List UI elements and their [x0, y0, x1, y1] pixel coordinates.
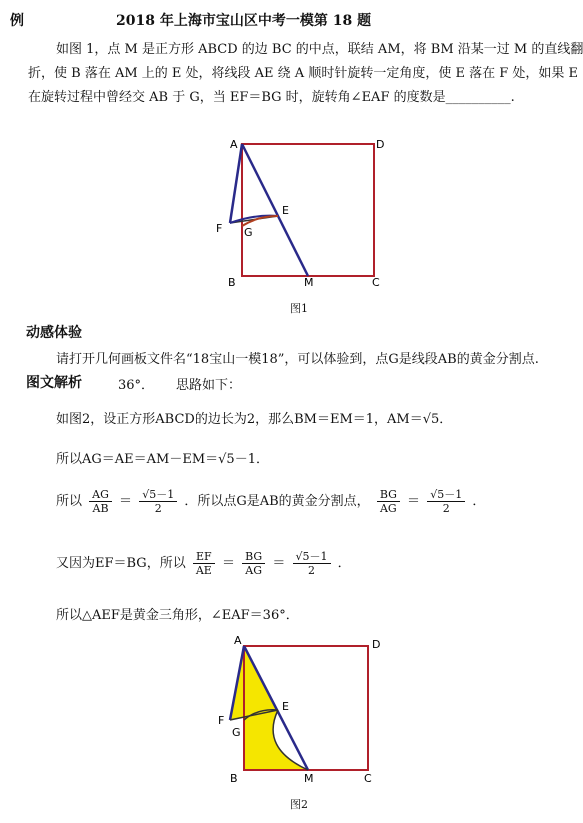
figure-1-diagram — [200, 130, 400, 300]
solution-step-2: 所以AG＝AE＝AM－EM＝√5－1． — [56, 452, 269, 467]
dynamic-text: 请打开几何画板文件名“18宝山一模18”，可以体验到，点G是线段AB的黄金分割点. — [56, 352, 539, 367]
step4-end: ． — [337, 556, 351, 571]
fraction-numerator: √5－1 — [427, 488, 465, 502]
equals-sign: ＝ — [272, 556, 286, 571]
fig2-label-a: A — [234, 634, 242, 647]
equals-sign: ＝ — [407, 494, 421, 509]
solution-step-4 — [56, 550, 351, 577]
fraction-numerator: √5－1 — [139, 488, 177, 502]
section-heading-dynamic: 动感体验 — [26, 325, 82, 341]
fig1-label-c: C — [372, 276, 380, 289]
square-abcd — [242, 144, 374, 276]
step3-middle: ．所以点G是AB的黄金分割点， — [184, 494, 370, 509]
fig1-label-m: M — [304, 276, 314, 289]
fraction-denominator: AB — [92, 502, 109, 515]
fig2-label-b: B — [230, 772, 238, 785]
step3-end: ． — [472, 494, 486, 509]
fraction-bg-ag — [377, 488, 400, 515]
fig2-label-f: F — [218, 714, 225, 727]
fraction-golden-ratio — [427, 488, 465, 515]
fig1-label-g: G — [244, 226, 253, 239]
figure-2-diagram — [200, 630, 400, 795]
fraction-bg-ag — [242, 550, 265, 577]
equals-sign: ＝ — [221, 556, 235, 571]
problem-line-1: 如图 1，点 M 是正方形 ABCD 的边 BC 的中点，联结 AM，将 BM 沿某一过 M 的直线翻 — [56, 42, 583, 57]
section-heading-solution: 图文解析 — [26, 375, 82, 391]
fig1-label-d: D — [376, 138, 385, 151]
fraction-denominator: AG — [245, 564, 263, 577]
step4-prefix: 又因为EF＝BG，所以 — [56, 556, 186, 571]
fig2-label-g: G — [232, 726, 241, 739]
fraction-denominator: 2 — [308, 564, 315, 577]
fig1-label-e: E — [282, 204, 289, 217]
segment-af — [230, 144, 242, 223]
figure-1-caption: 图1 — [290, 302, 308, 315]
fraction-numerator: BG — [377, 488, 400, 502]
segment-am — [242, 144, 308, 276]
fraction-numerator: BG — [242, 550, 265, 564]
fig1-label-f: F — [216, 222, 223, 235]
fraction-golden-ratio — [139, 488, 177, 515]
solution-step-3 — [56, 488, 485, 515]
figure-2-caption: 图2 — [290, 798, 308, 811]
fig2-label-e: E — [282, 700, 289, 713]
fraction-numerator: AG — [89, 488, 112, 502]
page-title: 2018 年上海市宝山区中考一模第 18 题 — [116, 13, 372, 29]
solution-step-1: 如图2，设正方形ABCD的边长为2，那么BM＝EM＝1，AM＝√5． — [56, 412, 453, 427]
problem-line-2: 折，使 B 落在 AM 上的 E 处，将线段 AE 绕 A 顺时针旋转一定角度，使 E 落在 F 处，如果 E — [28, 66, 578, 81]
fraction-golden-ratio — [293, 550, 331, 577]
fraction-numerator: √5－1 — [293, 550, 331, 564]
fig1-label-b: B — [228, 276, 236, 289]
example-label: 例 — [10, 13, 24, 29]
fraction-numerator: EF — [193, 550, 215, 564]
fraction-denominator: AE — [195, 564, 212, 577]
problem-line-3: 在旋转过程中曾经交 AB 于 G，当 EF＝BG 时，旋转角∠EAF 的度数是__________. — [28, 90, 515, 105]
fraction-ef-ae — [193, 550, 215, 577]
answer-value: 36°． — [118, 378, 155, 393]
step3-prefix: 所以 — [56, 494, 83, 509]
answer-tail: 思路如下： — [176, 378, 242, 393]
fig1-label-a: A — [230, 138, 238, 151]
equals-sign: ＝ — [119, 494, 133, 509]
fraction-denominator: AG — [379, 502, 397, 515]
fraction-denominator: 2 — [442, 502, 450, 515]
fraction-denominator: 2 — [154, 502, 162, 515]
solution-step-5: 所以△AEF是黄金三角形，∠EAF＝36°． — [56, 608, 299, 623]
fraction-ag-ab — [89, 488, 112, 515]
fig2-label-m: M — [304, 772, 314, 785]
fig2-label-c: C — [364, 772, 372, 785]
fig2-label-d: D — [372, 638, 381, 651]
